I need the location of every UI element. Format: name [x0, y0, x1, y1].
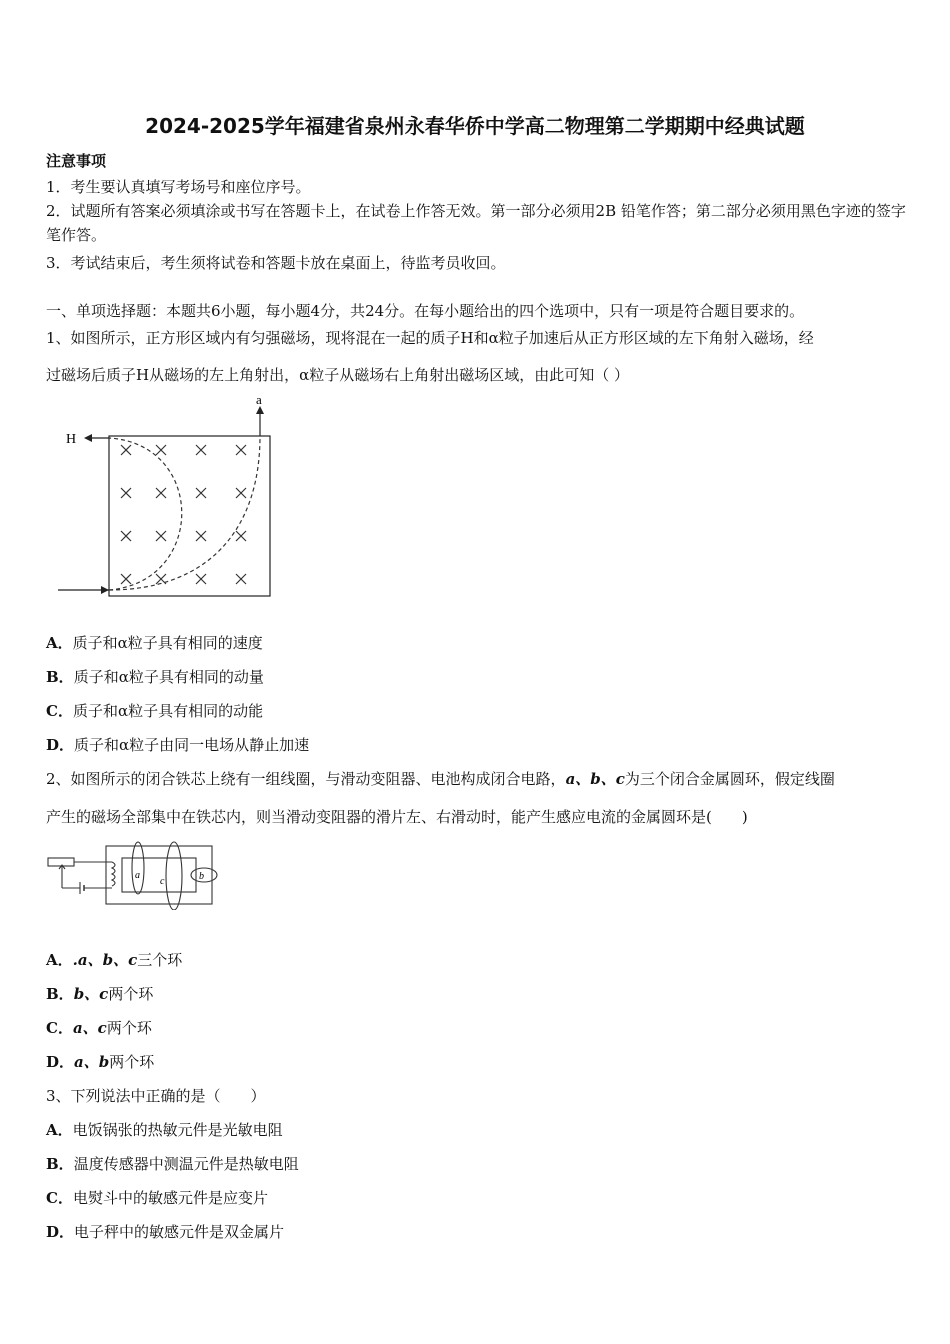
section-heading: 一、单项选择题：本题共6小题，每小题4分，共24分。在每小题给出的四个选项中，只有一项是符合题目要求的。	[46, 302, 805, 320]
q2-label-b: b	[199, 871, 204, 882]
q3-stem: 3、下列说法中正确的是（ ）	[46, 1087, 266, 1105]
q1-stem-line2: 过磁场后质子H从磁场的左上角射出，α粒子从磁场右上角射出磁场区域，由此可知（ ）	[46, 366, 629, 384]
q3-option-d: D．电子秤中的敏感元件是双金属片	[46, 1223, 285, 1241]
q1-option-d: D．质子和α粒子由同一电场从静止加速	[46, 736, 310, 754]
page-title: 2024-2025学年福建省泉州永春华侨中学高二物理第二学期期中经典试题	[145, 114, 805, 138]
notice-item-2: 2．试题所有答案必须填涂或书写在答题卡上，在试卷上作答无效。第一部分必须用2B 铅笔作答；第二部分必须用黑色字迹的签字笔作答。	[46, 202, 906, 244]
q1-label-a: a	[256, 392, 262, 407]
q2-label-c: c	[160, 876, 165, 887]
q1-magnetic-field-figure	[46, 392, 286, 602]
q3-option-b: B．温度传感器中测温元件是热敏电阻	[46, 1155, 299, 1173]
notice-item-1: 1．考生要认真填写考场号和座位序号。	[46, 178, 311, 196]
q1-label-h: H	[66, 432, 77, 447]
q2-option-d: D．a、b两个环	[46, 1053, 155, 1071]
q2-option-a: A．.a、b、c三个环	[46, 951, 183, 969]
q3-option-a: A．电饭锅张的热敏元件是光敏电阻	[46, 1121, 283, 1139]
q2-iron-core-figure	[46, 838, 226, 910]
notice-item-3: 3．考试结束后，考生须将试卷和答题卡放在桌面上，待监考员收回。	[46, 254, 506, 272]
q1-option-b: B．质子和α粒子具有相同的动量	[46, 668, 264, 686]
q2-option-c: C．a、c两个环	[46, 1019, 152, 1037]
q1-stem-line1: 1、如图所示，正方形区域内有匀强磁场，现将混在一起的质子H和α粒子加速后从正方形区域的左下角射入磁场，经	[46, 329, 814, 347]
notice-heading: 注意事项	[46, 152, 107, 170]
q2-stem-line2: 产生的磁场全部集中在铁芯内，则当滑动变阻器的滑片左、右滑动时，能产生感应电流的金属圆环是( )	[46, 808, 748, 826]
q1-option-c: C．质子和α粒子具有相同的动能	[46, 702, 264, 720]
q1-option-a: A．质子和α粒子具有相同的速度	[46, 634, 263, 652]
q2-label-a: a	[135, 870, 140, 881]
q3-option-c: C．电熨斗中的敏感元件是应变片	[46, 1189, 268, 1207]
q2-option-b: B．b、c两个环	[46, 985, 154, 1003]
q2-stem-line1: 2、如图所示的闭合铁芯上绕有一组线圈，与滑动变阻器、电池构成闭合电路，a、b、c为三个闭合金属圆环，假定线圈	[46, 770, 835, 788]
field-x-marks	[121, 445, 246, 584]
